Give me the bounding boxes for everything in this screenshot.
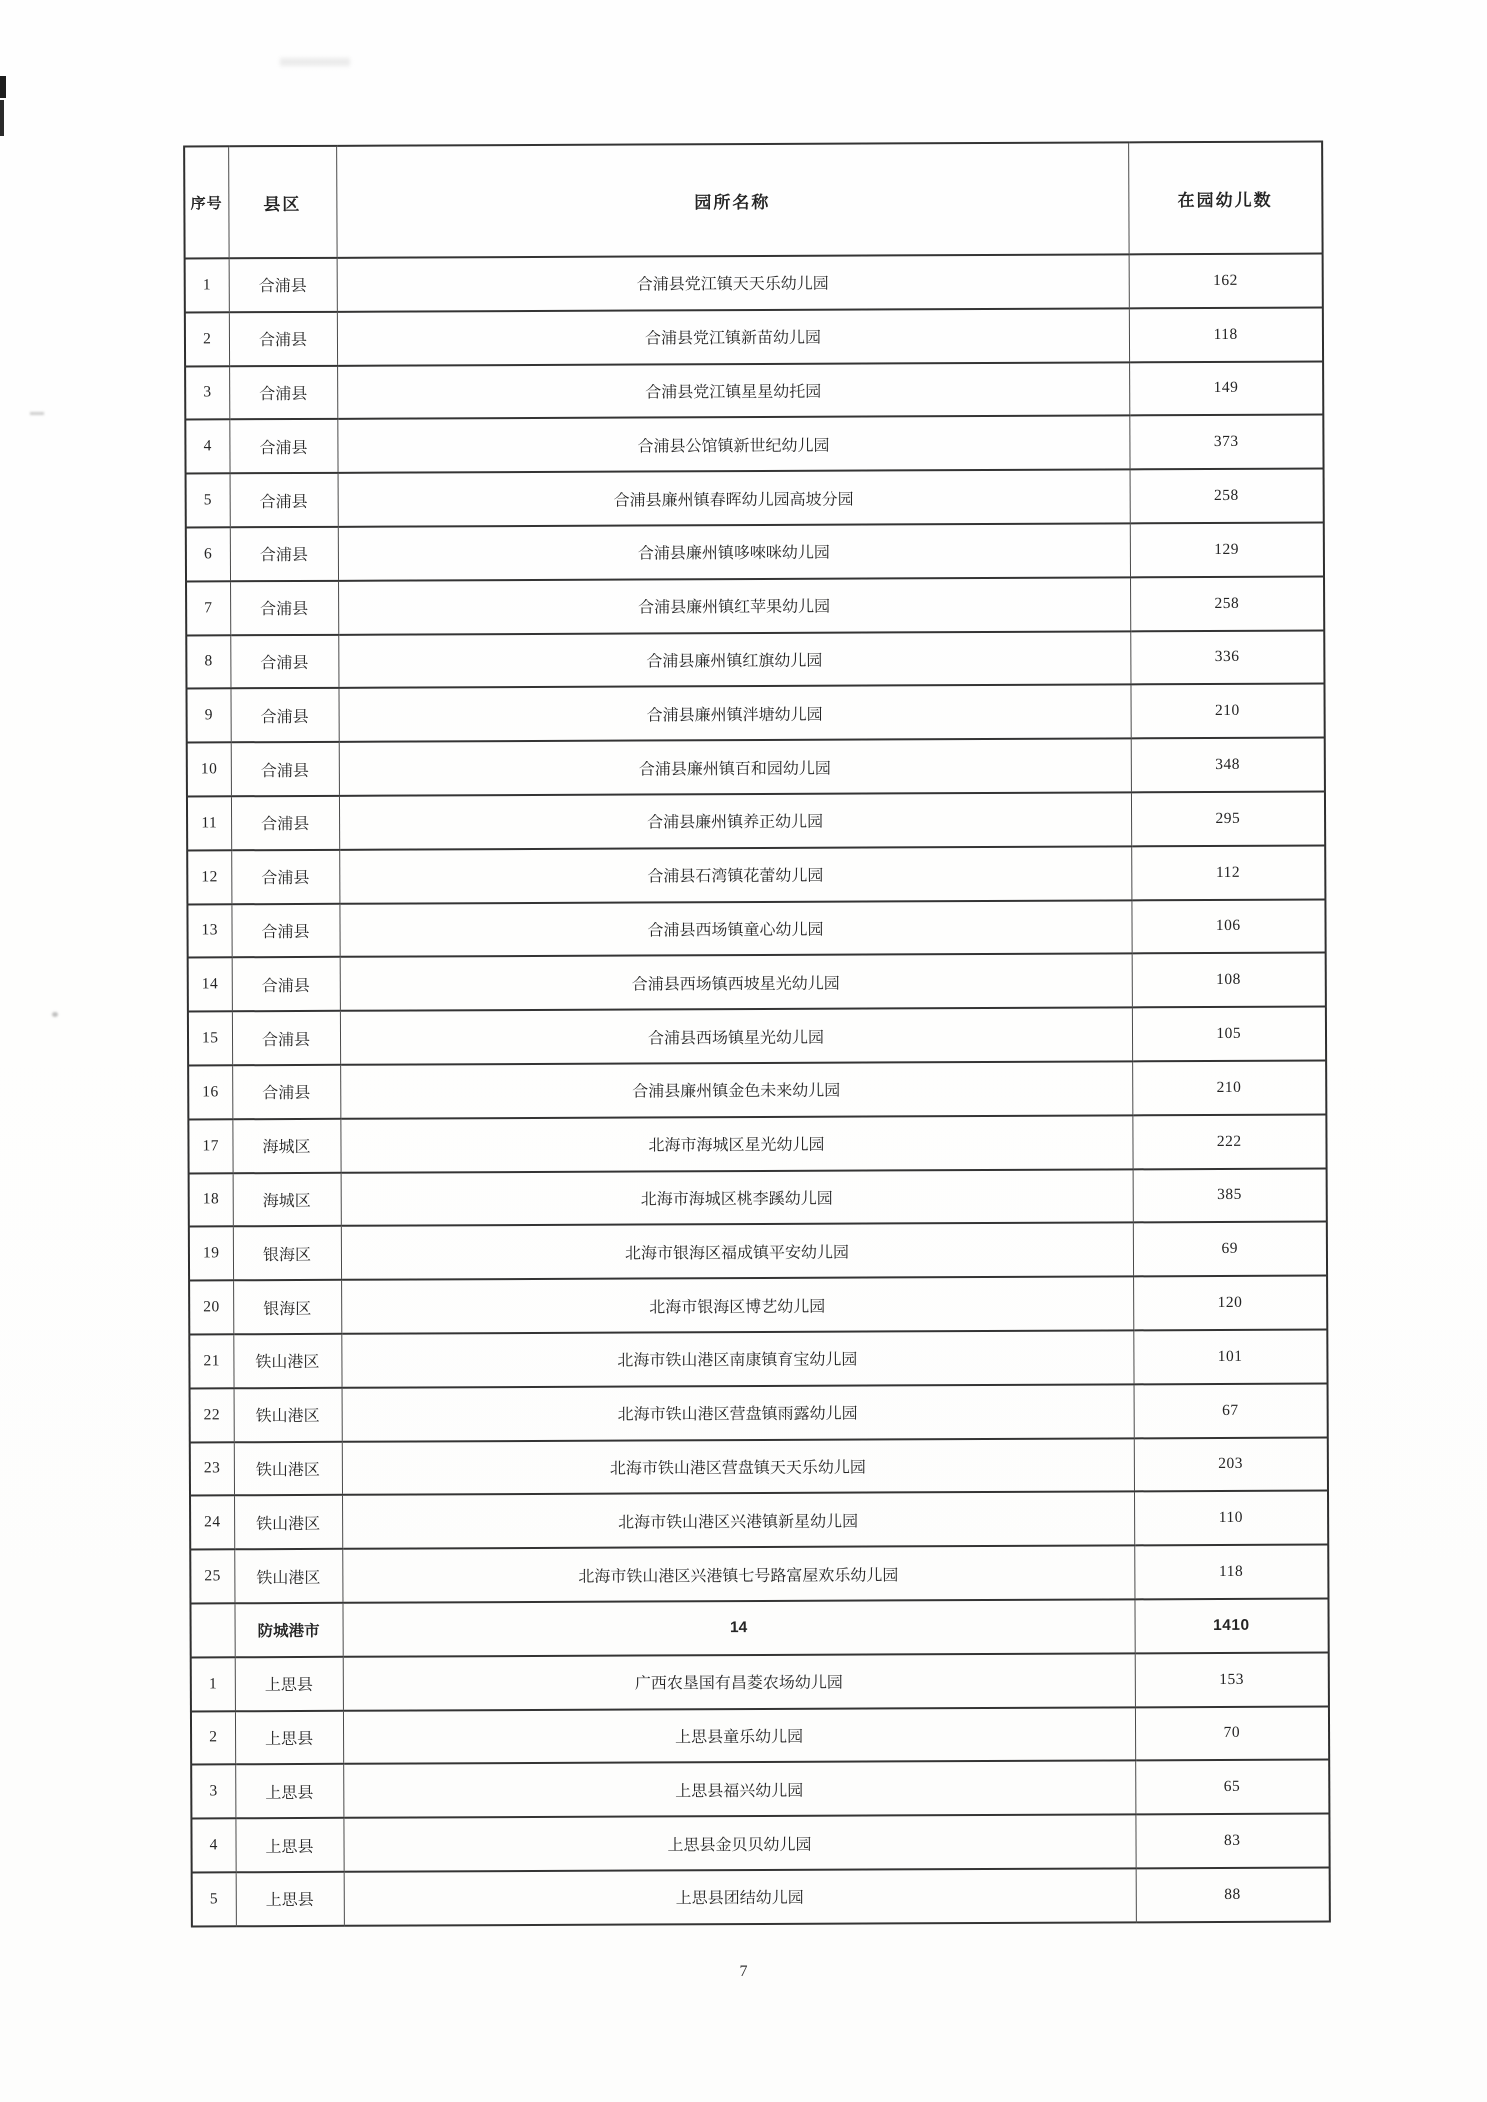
- cell-serial-number: 1: [191, 1657, 235, 1711]
- cell-kindergarten-name: 广西农垦国有昌菱农场幼儿园: [343, 1653, 1135, 1710]
- table-row: [185, 361, 1323, 420]
- cell-kindergarten-name: 北海市铁山港区营盘镇雨露幼儿园: [342, 1384, 1134, 1441]
- cell-district: 合浦县: [231, 742, 339, 796]
- cell-kindergarten-name: 合浦县廉州镇金色未来幼儿园: [340, 1061, 1132, 1118]
- cell-kindergarten-name: 北海市银海区博艺幼儿园: [341, 1276, 1133, 1333]
- kindergarten-enrollment-table: [183, 141, 1331, 1928]
- scan-edge-artifact: [0, 100, 4, 136]
- cell-kindergarten-name: 北海市银海区福成镇平安幼儿园: [341, 1223, 1133, 1280]
- cell-children-count: 105: [1132, 1007, 1326, 1062]
- cell-serial-number: 22: [190, 1388, 234, 1442]
- cell-children-count: 336: [1130, 630, 1324, 685]
- cell-kindergarten-name: 北海市铁山港区兴港镇新星幼儿园: [342, 1492, 1134, 1549]
- cell-district: 铁山港区: [234, 1441, 342, 1495]
- cell-children-count: 129: [1130, 523, 1324, 578]
- cell-kindergarten-name: 北海市海城区桃李蹊幼儿园: [341, 1169, 1133, 1226]
- cell-children-count: 258: [1130, 469, 1324, 524]
- table-row: [186, 576, 1324, 635]
- cell-district: 铁山港区: [233, 1334, 341, 1388]
- cell-serial-number: 16: [188, 1065, 232, 1119]
- cell-kindergarten-name: 合浦县西场镇星光幼儿园: [340, 1008, 1132, 1065]
- cell-serial-number: 12: [187, 850, 231, 904]
- cell-children-count: 153: [1135, 1652, 1329, 1707]
- cell-serial-number: 2: [191, 1711, 235, 1765]
- cell-children-count: 88: [1136, 1867, 1330, 1922]
- cell-serial-number: 5: [186, 473, 230, 527]
- scan-smudge: [280, 58, 350, 66]
- cell-children-count: 118: [1134, 1545, 1328, 1600]
- cell-kindergarten-name: 合浦县石湾镇花蕾幼儿园: [339, 846, 1131, 903]
- cell-serial-number: 5: [192, 1872, 236, 1926]
- table-row: [187, 791, 1325, 850]
- cell-district: 银海区: [233, 1280, 341, 1334]
- cell-children-count: 108: [1132, 953, 1326, 1008]
- cell-serial-number: 14: [188, 958, 232, 1012]
- cell-serial-number: [190, 1603, 234, 1657]
- table-row: [187, 845, 1325, 904]
- cell-serial-number: 1: [185, 258, 229, 312]
- cell-children-count: 112: [1131, 845, 1325, 900]
- cell-children-count: 373: [1129, 415, 1323, 470]
- cell-district: 海城区: [233, 1172, 341, 1226]
- cell-district: 合浦县: [232, 957, 340, 1011]
- table-row: [190, 1598, 1328, 1657]
- table-row: [188, 1060, 1326, 1119]
- cell-kindergarten-name: 合浦县党江镇星星幼托园: [337, 362, 1129, 419]
- cell-children-count: 83: [1135, 1814, 1329, 1869]
- cell-district: 上思县: [235, 1764, 343, 1818]
- cell-kindergarten-name: 合浦县廉州镇春晖幼儿园高坡分园: [338, 470, 1130, 527]
- table-row: [187, 738, 1325, 797]
- cell-kindergarten-name: 北海市铁山港区兴港镇七号路富屋欢乐幼儿园: [342, 1545, 1134, 1602]
- header-children-count: 在园幼儿数: [1128, 142, 1322, 255]
- cell-district: 合浦县: [230, 688, 338, 742]
- cell-kindergarten-name: 合浦县公馆镇新世纪幼儿园: [337, 416, 1129, 473]
- cell-district: 铁山港区: [234, 1549, 342, 1603]
- cell-children-count: 210: [1130, 684, 1324, 739]
- cell-kindergarten-name: 北海市海城区星光幼儿园: [340, 1115, 1132, 1172]
- cell-serial-number: 4: [191, 1818, 235, 1872]
- header-serial-number: 序号: [184, 146, 228, 258]
- cell-children-count: 210: [1132, 1060, 1326, 1115]
- cell-children-count: 348: [1131, 738, 1325, 793]
- table-row: [185, 254, 1323, 313]
- cell-district: 合浦县: [231, 850, 339, 904]
- cell-children-count: 70: [1135, 1706, 1329, 1761]
- table-row: [186, 523, 1324, 582]
- cell-district: 防城港市: [234, 1603, 342, 1657]
- table-row: [189, 1168, 1327, 1227]
- table-row: [191, 1652, 1329, 1711]
- cell-serial-number: 17: [188, 1119, 232, 1173]
- cell-district: 合浦县: [230, 527, 338, 581]
- table-row: [190, 1383, 1328, 1442]
- cell-children-count: 120: [1133, 1276, 1327, 1331]
- cell-children-count: 106: [1131, 899, 1325, 954]
- table-row: [190, 1437, 1328, 1496]
- cell-kindergarten-name: 合浦县廉州镇养正幼儿园: [339, 792, 1131, 849]
- cell-district: 合浦县: [229, 258, 337, 312]
- table-row: [190, 1545, 1328, 1604]
- cell-serial-number: 8: [186, 635, 230, 689]
- cell-district: 铁山港区: [234, 1495, 342, 1549]
- scan-edge-artifact: [0, 76, 6, 98]
- table-row: [189, 1329, 1327, 1388]
- cell-district: 合浦县: [231, 796, 339, 850]
- cell-kindergarten-name: 合浦县党江镇天天乐幼儿园: [337, 254, 1129, 311]
- cell-children-count: 110: [1134, 1491, 1328, 1546]
- kindergarten-table-container: [183, 141, 1329, 1928]
- cell-serial-number: 25: [190, 1549, 234, 1603]
- cell-serial-number: 7: [186, 581, 230, 635]
- cell-serial-number: 11: [187, 796, 231, 850]
- cell-children-count: 149: [1129, 361, 1323, 416]
- table-row: [191, 1760, 1329, 1819]
- cell-serial-number: 24: [190, 1496, 234, 1550]
- cell-serial-number: 15: [188, 1011, 232, 1065]
- cell-district: 铁山港区: [234, 1388, 342, 1442]
- scan-smudge: [52, 1012, 58, 1017]
- cell-district: 上思县: [235, 1818, 343, 1872]
- cell-district: 合浦县: [230, 581, 338, 635]
- cell-serial-number: 2: [185, 312, 229, 366]
- cell-district: 银海区: [233, 1226, 341, 1280]
- table-row: [190, 1491, 1328, 1550]
- table-row: [185, 307, 1323, 366]
- cell-district: 合浦县: [232, 1065, 340, 1119]
- cell-children-count: 1410: [1134, 1598, 1328, 1653]
- cell-serial-number: 9: [186, 689, 230, 743]
- cell-kindergarten-name: 14: [342, 1599, 1134, 1656]
- cell-kindergarten-name: 合浦县廉州镇红旗幼儿园: [338, 631, 1130, 688]
- table-row: [189, 1276, 1327, 1335]
- cell-district: 合浦县: [230, 473, 338, 527]
- table-row: [187, 899, 1325, 958]
- cell-children-count: 69: [1133, 1222, 1327, 1277]
- cell-kindergarten-name: 上思县福兴幼儿园: [343, 1761, 1135, 1818]
- page-number: 7: [739, 1963, 748, 1980]
- cell-serial-number: 20: [189, 1280, 233, 1334]
- table-row: [186, 630, 1324, 689]
- cell-serial-number: 3: [191, 1765, 235, 1819]
- table-header-row: [184, 142, 1322, 259]
- cell-district: 合浦县: [229, 312, 337, 366]
- cell-district: 合浦县: [229, 365, 337, 419]
- table-row: [186, 684, 1324, 743]
- cell-district: 海城区: [232, 1119, 340, 1173]
- cell-serial-number: 23: [190, 1442, 234, 1496]
- table-row: [191, 1706, 1329, 1765]
- header-kindergarten-name: 园所名称: [336, 142, 1128, 257]
- cell-kindergarten-name: 上思县金贝贝幼儿园: [343, 1814, 1135, 1871]
- cell-children-count: 162: [1129, 254, 1323, 309]
- scan-smudge: [30, 412, 44, 415]
- table-row: [192, 1867, 1330, 1926]
- table-row: [188, 1007, 1326, 1066]
- cell-kindergarten-name: 上思县团结幼儿园: [344, 1868, 1136, 1925]
- cell-children-count: 65: [1135, 1760, 1329, 1815]
- table-row: [185, 415, 1323, 474]
- cell-kindergarten-name: 北海市铁山港区营盘镇天天乐幼儿园: [342, 1438, 1134, 1495]
- cell-children-count: 295: [1131, 791, 1325, 846]
- cell-serial-number: 6: [186, 527, 230, 581]
- cell-children-count: 101: [1133, 1329, 1327, 1384]
- cell-serial-number: 19: [189, 1227, 233, 1281]
- cell-children-count: 203: [1134, 1437, 1328, 1492]
- cell-serial-number: 4: [185, 420, 229, 474]
- cell-kindergarten-name: 合浦县西场镇西坡星光幼儿园: [340, 954, 1132, 1011]
- cell-district: 上思县: [235, 1657, 343, 1711]
- cell-district: 合浦县: [231, 903, 339, 957]
- cell-district: 合浦县: [230, 634, 338, 688]
- cell-kindergarten-name: 合浦县廉州镇红苹果幼儿园: [338, 577, 1130, 634]
- cell-children-count: 385: [1133, 1168, 1327, 1223]
- cell-kindergarten-name: 上思县童乐幼儿园: [343, 1707, 1135, 1764]
- cell-children-count: 118: [1129, 307, 1323, 362]
- cell-children-count: 258: [1130, 576, 1324, 631]
- table-row: [191, 1814, 1329, 1873]
- cell-kindergarten-name: 合浦县党江镇新苗幼儿园: [337, 308, 1129, 365]
- table-body: [185, 254, 1330, 1927]
- cell-kindergarten-name: 合浦县廉州镇泮塘幼儿园: [338, 685, 1130, 742]
- cell-kindergarten-name: 合浦县廉州镇哆唻咪幼儿园: [338, 523, 1130, 580]
- header-district: 县区: [228, 146, 336, 258]
- table-row: [189, 1222, 1327, 1281]
- table-row: [186, 469, 1324, 528]
- cell-children-count: 67: [1134, 1383, 1328, 1438]
- cell-kindergarten-name: 北海市铁山港区南康镇育宝幼儿园: [341, 1330, 1133, 1387]
- cell-district: 上思县: [235, 1710, 343, 1764]
- cell-district: 上思县: [236, 1872, 344, 1926]
- cell-district: 合浦县: [232, 1011, 340, 1065]
- table-row: [188, 953, 1326, 1012]
- cell-serial-number: 18: [189, 1173, 233, 1227]
- cell-kindergarten-name: 合浦县廉州镇百和园幼儿园: [339, 739, 1131, 796]
- table-row: [188, 1114, 1326, 1173]
- cell-serial-number: 10: [187, 742, 231, 796]
- cell-serial-number: 3: [185, 366, 229, 420]
- cell-district: 合浦县: [229, 419, 337, 473]
- cell-serial-number: 21: [189, 1334, 233, 1388]
- cell-kindergarten-name: 合浦县西场镇童心幼儿园: [339, 900, 1131, 957]
- cell-children-count: 222: [1132, 1114, 1326, 1169]
- cell-serial-number: 13: [187, 904, 231, 958]
